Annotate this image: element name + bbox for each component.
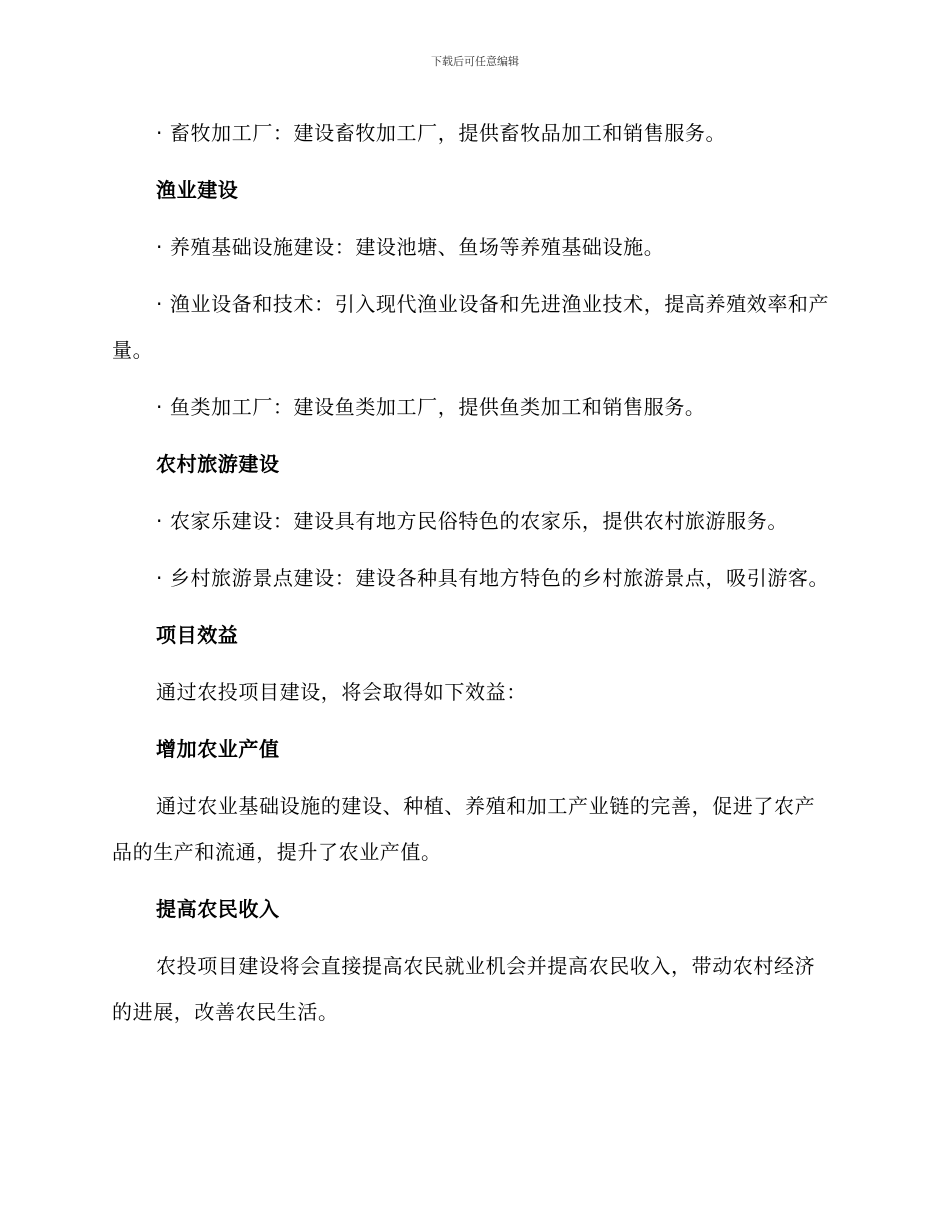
heading-increase-output: 增加农业产值 xyxy=(156,737,280,761)
heading-fishery: 渔业建设 xyxy=(156,178,239,202)
heading-project-benefits: 项目效益 xyxy=(156,623,239,647)
bullet-rural-attractions: · 乡村旅游景点建设：建设各种具有地方特色的乡村旅游景点，吸引游客。 xyxy=(156,566,830,590)
bullet-fish-processing: · 鱼类加工厂：建设鱼类加工厂，提供鱼类加工和销售服务。 xyxy=(156,395,706,419)
heading-rural-tourism: 农村旅游建设 xyxy=(156,452,280,476)
document-body xyxy=(112,110,830,1046)
bullet-livestock-processing: · 畜牧加工厂：建设畜牧加工厂，提供畜牧品加工和销售服务。 xyxy=(156,121,727,145)
bullet-fishery-equipment: · 渔业设备和技术：引入现代渔业设备和先进渔业技术，提高养殖效率和产量。 xyxy=(112,292,830,362)
heading-raise-income: 提高农民收入 xyxy=(156,897,280,921)
page-header-note: 下载后可任意编辑 xyxy=(431,55,519,68)
paragraph-raise-income: 农投项目建设将会直接提高农民就业机会并提高农民收入，带动农村经济的进展，改善农民生活。 xyxy=(112,954,816,1024)
paragraph-increase-output: 通过农业基础设施的建设、种植、养殖和加工产业链的完善，促进了农产品的生产和流通，提升了农业产值。 xyxy=(112,794,816,864)
bullet-aquaculture-infrastructure: · 养殖基础设施建设：建设池塘、鱼场等养殖基础设施。 xyxy=(156,235,665,259)
paragraph-benefits-intro: 通过农投项目建设，将会取得如下效益： xyxy=(156,680,527,704)
bullet-farmstay: · 农家乐建设：建设具有地方民俗特色的农家乐，提供农村旅游服务。 xyxy=(156,509,788,533)
